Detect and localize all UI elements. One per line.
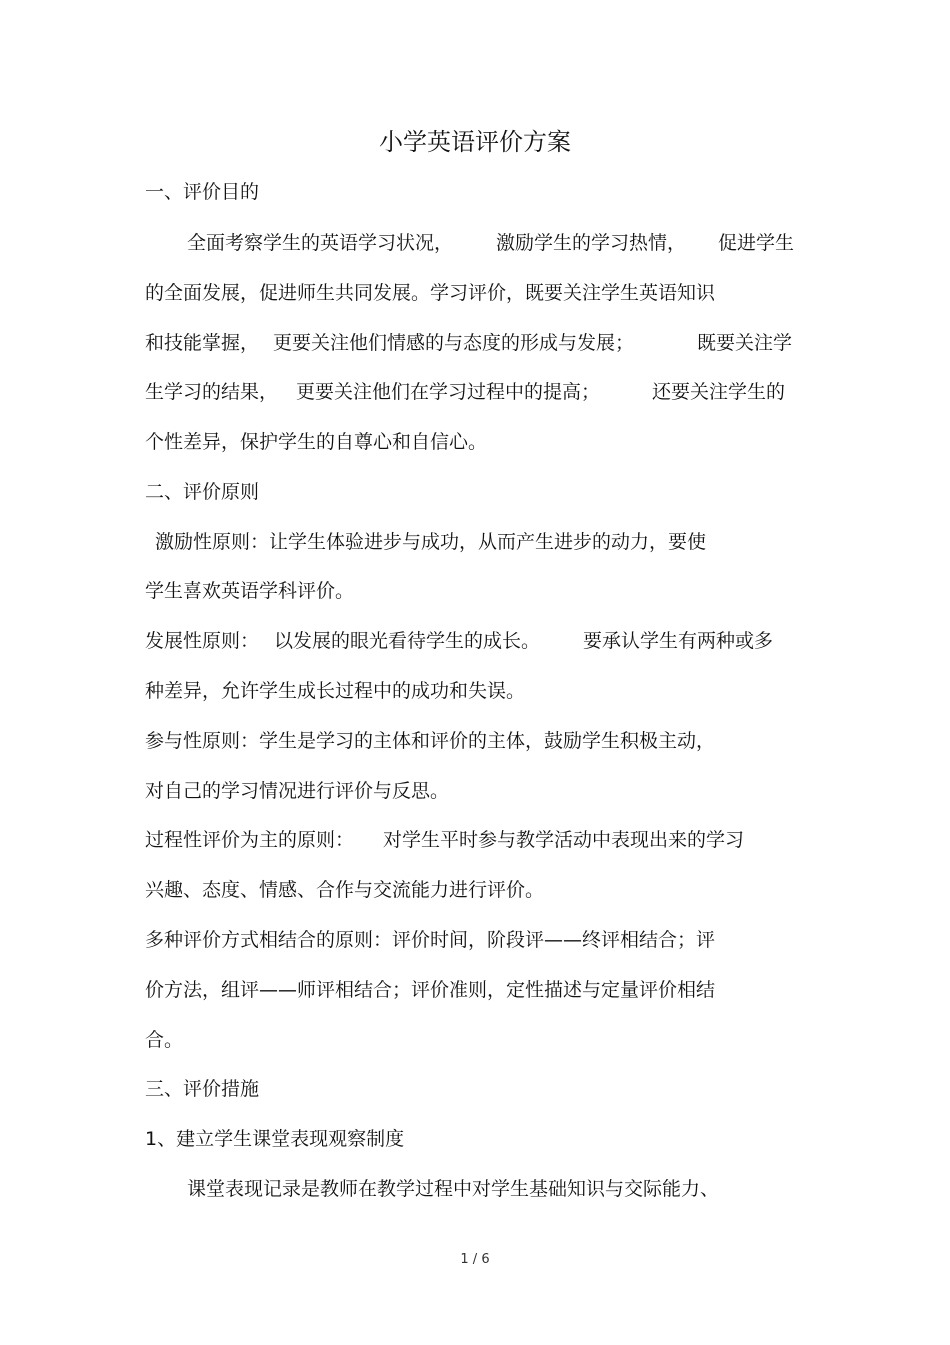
- text-segment: 发展性原则：: [145, 630, 260, 652]
- text-segment: 要承认学生有两种或多: [583, 630, 774, 652]
- paragraph-line: [0, 976, 950, 1004]
- paragraph-line: [0, 627, 950, 655]
- paragraph-line: [0, 727, 950, 755]
- section-heading-text: 三、评价措施: [145, 1078, 260, 1100]
- text-segment: 还要关注学生的: [652, 381, 786, 403]
- text-segment: 激励学生的学习热情，: [496, 232, 687, 254]
- paragraph-line: [0, 1026, 950, 1054]
- section-heading-purpose: [0, 178, 950, 206]
- paragraph-line: [0, 528, 950, 556]
- text-segment: 既要关注学: [697, 332, 793, 354]
- text-segment: 对自己的学习情况进行评价与反思。: [145, 780, 450, 802]
- paragraph-line: [0, 577, 950, 605]
- section-heading-text: 二、评价原则: [145, 481, 260, 503]
- paragraph-line: [0, 279, 950, 307]
- paragraph-line: [0, 229, 950, 257]
- subsection-heading: [0, 1125, 950, 1153]
- text-segment: 促进学生: [718, 232, 795, 254]
- section-heading-measures: [0, 1075, 950, 1103]
- paragraph-line: [0, 926, 950, 954]
- text-segment: 种差异，允许学生成长过程中的成功和失误。: [145, 680, 526, 702]
- paragraph-line: [0, 428, 950, 456]
- paragraph-line: [0, 378, 950, 406]
- text-segment: 和技能掌握，: [145, 332, 260, 354]
- section-heading-principles: [0, 478, 950, 506]
- text-segment: 更要关注他们在学习过程中的提高；: [296, 381, 601, 403]
- text-segment: 更要关注他们情感的与态度的形成与发展；: [273, 332, 635, 354]
- text-segment: 全面考察学生的英语学习状况，: [187, 232, 454, 254]
- text-segment: 以发展的眼光看待学生的成长。: [274, 630, 541, 652]
- text-segment: 激励性原则：让学生体验进步与成功，从而产生进步的动力，要使: [155, 531, 707, 553]
- text-segment: 多种评价方式相结合的原则：评价时间，阶段评——终评相结合；评: [145, 929, 716, 951]
- text-segment: 的全面发展，促进师生共同发展。学习评价，既要关注学生英语知识: [145, 282, 716, 304]
- text-segment: 参与性原则：学生是学习的主体和评价的主体，鼓励学生积极主动，: [145, 730, 716, 752]
- paragraph-line: [0, 329, 950, 357]
- document-title: 小学英语评价方案: [379, 128, 571, 156]
- page-number: 1 / 6: [460, 1252, 490, 1267]
- text-segment: 兴趣、态度、情感、合作与交流能力进行评价。: [145, 879, 545, 901]
- text-segment: 价方法，组评——师评相结合；评价准则，定性描述与定量评价相结: [145, 979, 716, 1001]
- paragraph-line: [0, 777, 950, 805]
- paragraph-line: [0, 1175, 950, 1203]
- section-heading-text: 一、评价目的: [145, 181, 260, 203]
- text-segment: 个性差异，保护学生的自尊心和自信心。: [145, 431, 488, 453]
- text-segment: 课堂表现记录是教师在教学过程中对学生基础知识与交际能力、: [187, 1178, 720, 1200]
- paragraph-line: [0, 677, 950, 705]
- paragraph-line: [0, 876, 950, 904]
- text-segment: 1、建立学生课堂表现观察制度: [145, 1128, 405, 1150]
- text-segment: 过程性评价为主的原则：: [145, 829, 355, 851]
- text-segment: 学生喜欢英语学科评价。: [145, 580, 355, 602]
- text-segment: 生学习的结果，: [145, 381, 279, 403]
- text-segment: 对学生平时参与教学活动中表现出来的学习: [383, 829, 745, 851]
- paragraph-line: [0, 826, 950, 854]
- text-segment: 合。: [145, 1029, 184, 1051]
